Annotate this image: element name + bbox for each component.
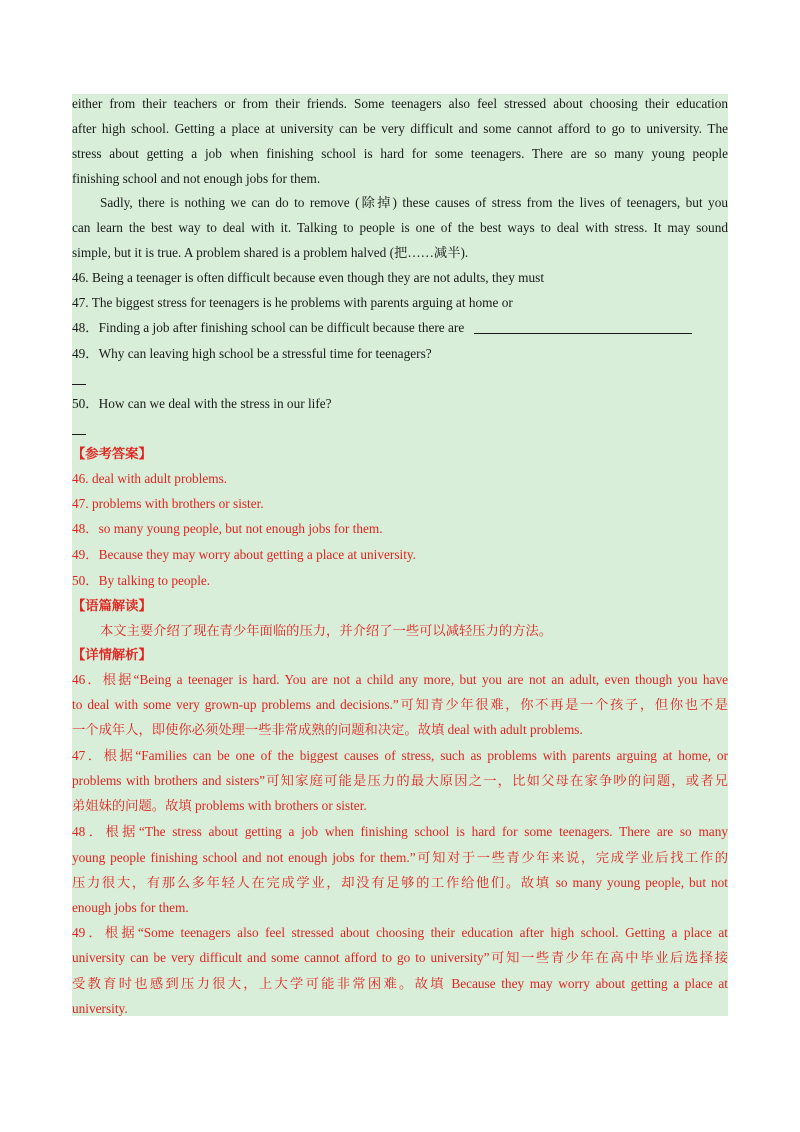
answer-50: 50．By talking to people.: [72, 573, 211, 588]
analysis-line: 弟姐妹的问题。故填 problems with brothers or sister.: [72, 798, 367, 813]
analysis-line: 受教育时也感到压力很大，上大学可能非常困难。故填 Because they may worry about getting a place at: [72, 976, 728, 991]
reading-heading: 【语篇解读】: [72, 598, 152, 613]
analysis-line: 48．根据“The stress about getting a job when finishing school is hard for some teenagers. There are so many: [72, 824, 728, 839]
passage-line: stress about getting a job when finishing school is hard for some teenagers. There are so many young people: [72, 146, 728, 161]
analysis-line: young people finishing school and not enough jobs for them.”可知对于一些青少年来说，完成学业后找工作的: [72, 850, 728, 865]
answer-46: 46. deal with adult problems.: [72, 471, 228, 486]
analysis-heading: 【详情解析】: [72, 647, 152, 662]
answer-line[interactable]: [72, 434, 86, 435]
answer-48: 48．so many young people, but not enough jobs for them.: [72, 521, 383, 536]
question-48: [72, 320, 728, 336]
question-50: 50．How can we deal with the stress in our life?: [72, 396, 332, 411]
analysis-line: university can be very difficult and some cannot afford to go to university”可知一些青少年在高中毕业后选择接: [72, 950, 728, 965]
answer-line[interactable]: [72, 384, 86, 385]
question-48-text: 48．Finding a job after finishing school can be difficult because there are: [72, 320, 465, 335]
reading-text: 本文主要介绍了现在青少年面临的压力，并介绍了一些可以减轻压力的方法。: [100, 623, 553, 638]
question-49: 49．Why can leaving high school be a stressful time for teenagers?: [72, 346, 432, 361]
passage-line: simple, but it is true. A problem shared is a problem halved (把……减半).: [72, 245, 469, 260]
analysis-line: problems with brothers and sisters”可知家庭可能是压力的最大原因之一，比如父母在家争吵的问题，或者兄: [72, 773, 728, 788]
question-46: 46. Being a teenager is often difficult because even though they are not adults, they must: [72, 270, 545, 285]
question-47: 47. The biggest stress for teenagers is he problems with parents arguing at home or: [72, 295, 513, 310]
passage-line: after high school. Getting a place at university can be very difficult and some cannot afford to go to university. The: [72, 121, 728, 136]
answer-47: 47. problems with brothers or sister.: [72, 496, 264, 511]
passage-line: either from their teachers or from their friends. Some teenagers also feel stressed about choosing their education: [72, 96, 728, 111]
passage-paragraph-start: Sadly, there is nothing we can do to remove (除掉) these causes of stress from the lives of teenagers, but you: [100, 195, 728, 210]
analysis-line: to deal with some very grown-up problems and decisions.”可知青少年很难，你不再是一个孩子，但你也不是: [72, 697, 728, 712]
analysis-line: 47．根据“Families can be one of the biggest causes of stress, such as problems with parents arguing at home, or: [72, 748, 728, 763]
analysis-line: enough jobs for them.: [72, 900, 189, 915]
analysis-line: 一个成年人，即使你必须处理一些非常成熟的问题和决定。故填 deal with adult problems.: [72, 722, 583, 737]
answer-blank[interactable]: [474, 333, 692, 334]
answers-heading: 【参考答案】: [72, 446, 152, 461]
analysis-line: 49．根据“Some teenagers also feel stressed about choosing their education after high school. Getting a place at: [72, 925, 728, 940]
analysis-line: 46．根据“Being a teenager is hard. You are not a child any more, but you are not an adult, even though you have: [72, 672, 728, 687]
answer-49: 49．Because they may worry about getting a place at university.: [72, 547, 417, 562]
passage-line: can learn the best way to deal with it. Talking to people is one of the best ways to deal with stress. It may sound: [72, 220, 728, 235]
passage-line: finishing school and not enough jobs for them.: [72, 171, 321, 186]
analysis-line: 压力很大，有那么多年轻人在完成学业，却没有足够的工作给他们。故填 so many young people, but not: [72, 875, 728, 890]
analysis-line: university.: [72, 1001, 128, 1016]
